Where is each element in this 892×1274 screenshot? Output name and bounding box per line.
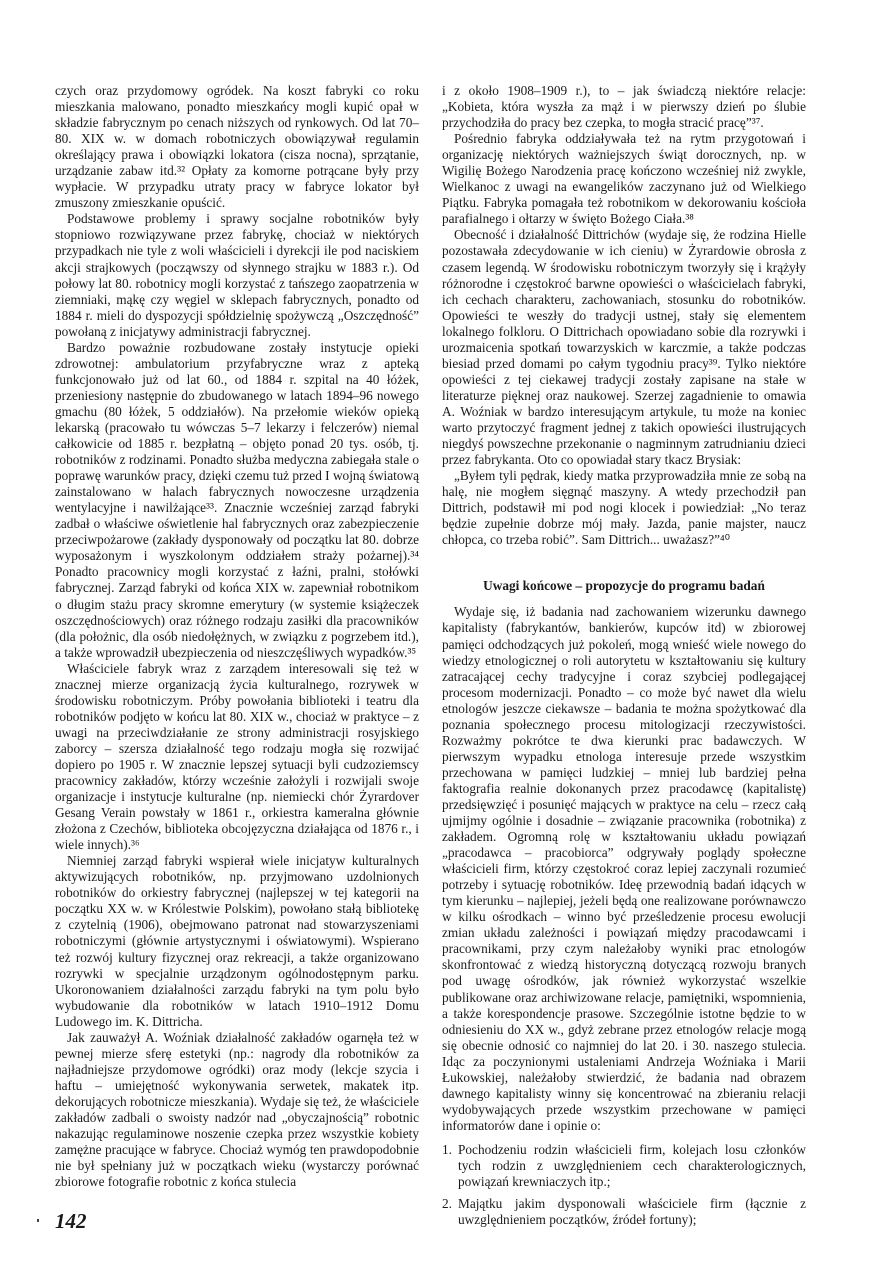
list-number: 1. — [442, 1141, 452, 1157]
right-column — [442, 83, 806, 1274]
scan-speck — [37, 1219, 39, 1222]
paragraph: Podstawowe problemy i sprawy socjalne robotników były stopniowo rozwiązywane przez fabrykę, chociaż w niektórych przypadkach nie tyle z woli właścicieli i dyrekcji ile pod naciskiem akcji strajkowych (począwszy od słynnego strajku w 1883 r.). Od połowy lat 80. robotnicy mogli korzystać z tańszego zaopatrzenia w ziemniaki, mąkę czy węgiel w sklepach fabrycznych, ponadto od 1884 r. mieli do dyspozycji spółdzielnię spożywczą „Oszczędność” powołaną z inicjatywy administracji fabrycznej. — [55, 211, 419, 339]
paragraph: Pośrednio fabryka oddziaływała też na rytm przygotowań i organizację niektórych ważniejszych świąt dorocznych, np. w Wigilię Bożego Narodzenia pracę kończono wcześniej niż zwykle, Wielkanoc z uwagi na ewangelików zaczynano już od Wielkiego Piątku. Fabryka pomagała też robotnikom w dekorowaniu kościoła parafialnego i ołtarzy w święto Bożego Ciała.³⁸ — [442, 131, 806, 227]
paragraph: Obecność i działalność Dittrichów (wydaje się, że rodzina Hielle pozostawała zdecydowanie w ich cieniu) w Żyrardowie obrosła z czasem legendą. W środowisku robotniczym tworzyły się i krążyły różnorodne i częstokroć barwne opowieści o właścicielach fabryki, ich cechach charakteru, zachowaniach, stosunku do robotników. Opowieści te weszły do tradycji ustnej, stały się elementem lokalnego folkloru. O Dittrichach opowiadano sobie dla rozrywki i urozmaicenia spotkań towarzyskich w karczmie, a także podczas biesiad przed domami po całym tygodniu pracy³⁹. Tylko niektóre opowieści z tej ciekawej tradycji zostały zapisane na stałe w literaturze pięknej oraz naukowej. Szerzej zagadnienie to omawia A. Woźniak w bardzo interesującym artykule, tu może na koniec warto przytoczyć fragment jednej z takich opowieści ilustrujących niegdyś powszechne przekonanie o nagminnym zatrudnianiu dzieci przez fabrykanta. Oto co opowiadał stary tkacz Brysiak: — [442, 227, 806, 468]
paragraph: czych oraz przydomowy ogródek. Na koszt fabryki co roku mieszkania malowano, ponadto mieszkańcy mogli kupić opał w składzie fabrycznym po cenach niższych od rynkowych. Od lat 70–80. XIX w. w domach robotniczych obowiązywał regulamin określający prawa i obowiązki lokatora (cisza nocna), sprzątanie, urządzanie zabaw itd.³² Opłaty za komorne potrącane były przy wypłacie. W przypadku utraty pracy w fabryce lokator był zmuszony zmieszkanie opuścić. — [55, 83, 419, 211]
quote-paragraph: „Byłem tyli pędrak, kiedy matka przyprowadziła mnie ze sobą na halę, nie mogłem sięgnąć maszyny. A wtedy przechodził pan Dittrich, podstawił mi pod nogi klocek i powiedział: „No teraz będzie zupełnie dobrze mój mały. Jazda, panie majster, naucz chłopca, co trzeba robić”. Sam Dittrich... uważasz?”⁴⁰ — [442, 468, 806, 548]
paragraph: Właściciele fabryk wraz z zarządem interesowali się też w znacznej mierze organizacją życia kulturalnego, rozrywek w środowisku robotniczym. Próby powołania biblioteki i teatru dla robotników podjęto w końcu lat 80. XIX w., chociaż w praktyce – z uwagi na przeciwdziałanie ze strony administracji rosyjskiego zaborcy – szersza działalność tego rodzaju mogła się rozwijać dopiero po 1905 r. W znacznie lepszej sytuacji byli cudzoziemscy pracownicy zakładów, którzy wcześnie założyli i rozwijali swoje organizacje i instytucje kulturalne (np. niemiecki chór Żyrardover Gesang Verain powstały w 1861 r., orkiestra kameralna głównie złożona z Czechów, biblioteka obcojęzyczna działająca od 1876 r., i wiele innych).³⁶ — [55, 660, 419, 853]
paragraph: Wydaje się, iż badania nad zachowaniem wizerunku dawnego kapitalisty (fabrykantów, bankierów, kupców itd) w zbiorowej pamięci odchodzących już pokoleń, mogą wnieść wiele nowego do wiedzy etnologicznej o roli autorytetu w kształtowaniu się kultury zatracającej cechy tradycyjne i coraz szybciej podlegającej procesom modernizacji. Ponadto – co może być nawet dla wielu etnologów jeszcze ciekawsze – badania te można spożytkować dla poznania społecznego procesu mitologizacji rzeczywistości. Rozważmy pokrótce te dwa kierunki prac badawczych. W pierwszym wypadku etnologa interesuje przede wszystkim przechowana w pamięci ludzkiej – mniej lub bardziej pełna faktografia realnie dokonanych przez pracodawcę (kapitalistę) przedsięwzięć i posunięć mających w praktyce na celu – rzecz całą ujmijmy ogólnie i dosadnie – związanie pracownika (robotnika) z zakładem. Ogromną rolę w kształtowaniu układu powiązań „pracodawca – pracobiorca” odgrywały poglądy społeczne właścicieli firm, którzy częstokroć coraz lepiej zaczynali rozumieć potrzeby i sytuację robotników. Ideę przewodnią badań idących w tym kierunku – najlepiej, jeżeli będą one realizowane porównawczo w kilku ośrodkach – winno być prześledzenie procesu ewolucji zmian układu zależności i powiązań między pracodawcami i pracownikami, przy czym należałoby wyniki prac etnologów skonfrontować z wiedzą historyczną dotyczącą rozwoju branych pod uwagę ośrodków, jak również wykorzystać wszelkie publikowane oraz archiwizowane relacje, pamiętniki, wspomnienia, a także korespondencje prasowe. Szczególnie istotne będzie to w odniesieniu do XX w., gdyż zebrane przez etnologów relacje mogą się obecnie odnosić co najmniej do lat 20. i 30. naszego stulecia. Idąc za poczynionymi ustaleniami Andrzeja Woźniaka i Marii Łukowskiej, należałoby stwierdzić, że badania nad obrazem dawnego kapitalisty winny się koncentrować na zbieraniu relacji wydobywających przede wszystkim przechowane w pamięci informatorów dane i opinie o: — [442, 604, 806, 1133]
list-number: 2. — [442, 1196, 452, 1212]
section-heading: Uwagi końcowe – propozycje do programu badań — [483, 578, 765, 594]
page-number: 142 — [55, 1209, 87, 1234]
list-item — [442, 1142, 806, 1190]
numbered-list — [442, 1142, 806, 1228]
list-item — [442, 1196, 806, 1228]
paragraph: Bardzo poważnie rozbudowane zostały instytucje opieki zdrowotnej: ambulatorium przyfabryczne wraz z apteką funkcjonowało już od lat 60., od 1884 r. szpital na 40 łóżek, przeniesiony następnie do zbudowanego w latach 1894–96 nowego gmachu (80 łóżek, 5 oddziałów). Na przełomie wieków opieką lekarską (pracowało tu wówczas 5–7 lekarzy i felczerów) niemal całkowicie od 1885 r. bezpłatną – objęto ponad 20 tys. osób, tj. robotników z rodzinami. Ponadto służba medyczna zabiegała stale o poprawę warunków pracy, dzięki czemu tuż przed I wojną światową zainstalowano w halach fabrycznych nowoczesne urządzenia wentylacyjne i nawilżające³³. Znacznie wcześniej zarząd fabryki zadbał o właściwe oświetlenie hal fabrycznych oraz zabezpieczenie przeciwpożarowe (zakłady dysponowały od początku lat 80. dobrze wyposażonym i wyszkolonym oddziałem straży pożarnej).³⁴ Ponadto pracownicy mogli korzystać z łaźni, pralni, stołówki fabrycznej. Zarząd fabryki od końca XIX w. zapewniał robotnikom o długim stażu pracy skromne emerytury (w systemie książeczek oszczędnościowych) oraz różnego rodzaju zasiłki dla pracowników (dla położnic, dla osób niedołężnych, w związku z pogrzebem itd.), a także wprowadził ubezpieczenia od nieszczęśliwych wypadków.³⁵ — [55, 339, 419, 660]
left-column — [55, 83, 419, 1274]
paragraph: i z około 1908–1909 r.), to – jak świadczą niektóre relacje: „Kobieta, która wyszła za mąż i w pierwszy dzień po ślubie przychodziła do pracy bez czepka, to mogła stracić pracę”³⁷. — [442, 83, 806, 131]
paragraph: Jak zauważył A. Woźniak działalność zakładów ogarnęła też w pewnej mierze sferę estetyki (np.: nagrody dla robotników za najładniejsze przydomowe ogródki) oraz mody (lekcje szycia i haftu – umiejętność wykonywania serwetek, makatek itp. dekorujących robotnicze mieszkania). Wydaje się też, że właściciele zakładów zadbali o swoisty nadzór nad „obyczajnością” robotnic nakazując regulaminowe noszenie czepka przez wszystkie kobiety zamężne pracujące w fabryce. Chociaż wymóg ten prawdopodobnie nie był spełniany już w początkach wieku (wystarczy porównać zbiorowe fotografie robotnic z końca stulecia — [55, 1029, 419, 1190]
list-text: Pochodzeniu rodzin właścicieli firm, kolejach losu członków tych rodzin z uwzględnieniem cech charakterologicznych, powiązań krewniaczych itp.; — [458, 1141, 806, 1190]
paragraph: Niemniej zarząd fabryki wspierał wiele inicjatyw kulturalnych aktywizujących robotników, np. przyjmowano uzdolnionych robotników do orkiestry fabrycznej (najlepszej w tej kategorii na początku XX w. w Królestwie Polskim), powołano stałą bibliotekę z czytelnią (1906), obejmowano patronat nad stowarzyszeniami robotniczymi (głównie artystycznymi i oświatowymi). Wspierano też rozwój kultury fizycznej oraz rekreacji, a także organizowano rozrywki w specjalnie urządzonym ogólnodostępnym parku. Ukoronowaniem działalności zarządu fabryki na tym polu było wybudowanie dla robotników w latach 1910–1912 Domu Ludowego im. K. Dittricha. — [55, 853, 419, 1029]
list-text: Majątku jakim dysponowali właściciele firm (łącznie z uwzględnieniem początków, źródeł fortuny); — [458, 1196, 806, 1228]
